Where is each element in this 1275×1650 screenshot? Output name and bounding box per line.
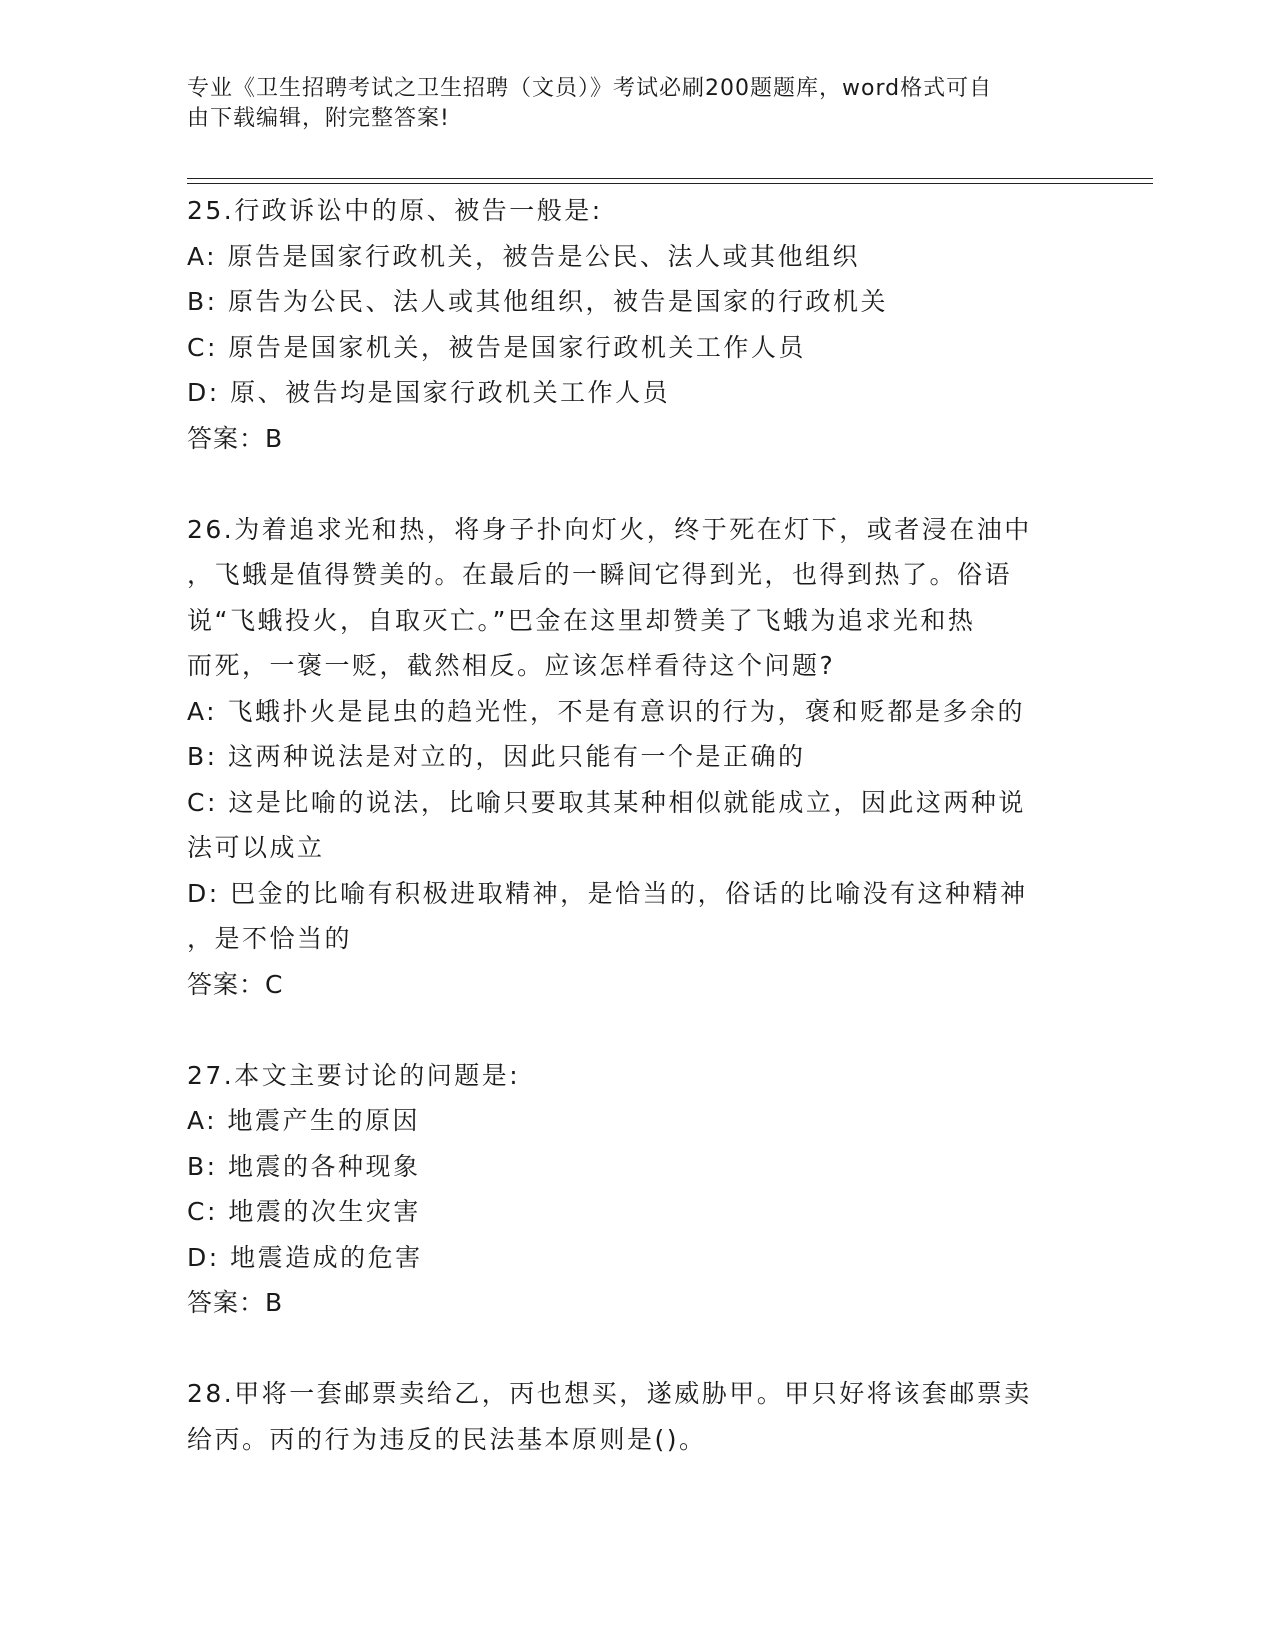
option-d: ，是不恰当的 [187, 924, 353, 953]
question-stem: ，飞蛾是值得赞美的。在最后的一瞬间它得到光，也得到热了。俗语 [187, 560, 1013, 589]
document-header [187, 74, 1067, 134]
option-d: D: 巴金的比喻有积极进取精神，是恰当的，俗话的比喻没有这种精神 [187, 878, 1028, 908]
option-b: B: 地震的各种现象 [187, 1151, 421, 1181]
question-stem: 给丙。丙的行为违反的民法基本原则是()。 [187, 1424, 707, 1454]
question-27 [187, 1053, 1087, 1326]
option-a: A: 原告是国家行政机关，被告是公民、法人或其他组织 [187, 241, 861, 271]
option-c: 法可以成立 [187, 833, 325, 862]
answer-value: C [265, 969, 284, 999]
header-divider [187, 178, 1153, 179]
option-a: A: 地震产生的原因 [187, 1106, 421, 1135]
answer-value: B [265, 1288, 284, 1317]
answer-line [187, 416, 1087, 462]
option-b: B: 这两种说法是对立的，因此只能有一个是正确的 [187, 742, 806, 771]
question-stem: 28.甲将一套邮票卖给乙，丙也想买，遂威胁甲。甲只好将该套邮票卖 [187, 1379, 1032, 1408]
option-a: A: 飞蛾扑火是昆虫的趋光性，不是有意识的行为，褒和贬都是多余的 [187, 696, 1026, 726]
question-stem: 27.本文主要讨论的问题是: [187, 1060, 521, 1090]
question-stem: 26.为着追求光和热，将身子扑向灯火，终于死在灯下，或者浸在油中 [187, 514, 1032, 544]
header-line: 专业《卫生招聘考试之卫生招聘（文员）》考试必刷200题题库，word格式可自 [187, 76, 993, 101]
option-c: C: 原告是国家机关，被告是国家行政机关工作人员 [187, 332, 806, 362]
answer-line [187, 1280, 1087, 1326]
option-b: B: 原告为公民、法人或其他组织，被告是国家的行政机关 [187, 287, 889, 316]
header-line: 由下载编辑，附完整答案! [187, 106, 450, 131]
answer-line [187, 962, 1087, 1008]
question-28 [187, 1371, 1087, 1462]
question-stem: 25.行政诉讼中的原、被告一般是: [187, 196, 603, 225]
question-25 [187, 188, 1087, 461]
question-stem: 而死，一褒一贬，截然相反。应该怎样看待这个问题? [187, 651, 836, 680]
answer-label: 答案： [187, 969, 266, 999]
option-d: D: 地震造成的危害 [187, 1242, 423, 1272]
header-divider [187, 183, 1153, 184]
option-c: C: 地震的次生灾害 [187, 1197, 421, 1226]
answer-value: B [265, 423, 284, 453]
answer-label: 答案： [187, 423, 266, 453]
question-26 [187, 507, 1087, 1008]
option-d: D: 原、被告均是国家行政机关工作人员 [187, 378, 671, 407]
question-stem: 说“飞蛾投火，自取灭亡。”巴金在这里却赞美了飞蛾为追求光和热 [187, 605, 976, 635]
answer-label: 答案： [187, 1288, 266, 1317]
question-list [187, 188, 1087, 1462]
option-c: C: 这是比喻的说法，比喻只要取其某种相似就能成立，因此这两种说 [187, 787, 1026, 817]
